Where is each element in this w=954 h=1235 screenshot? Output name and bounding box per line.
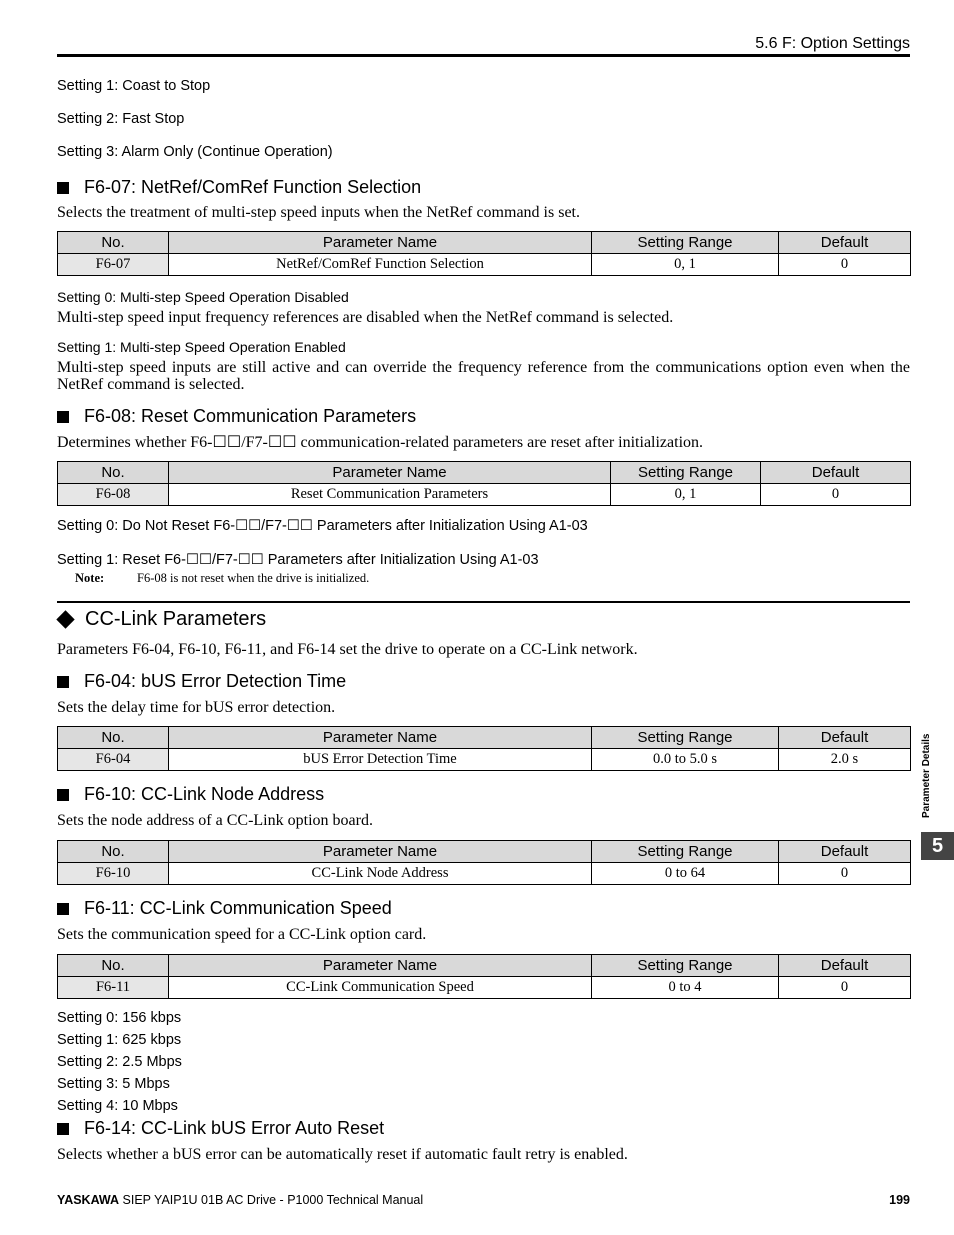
- param-name: NetRef/ComRef Function Selection: [169, 254, 592, 276]
- f6-10-table: [57, 840, 911, 885]
- f6-11-table: [57, 954, 911, 999]
- footer-text: SIEP YAIP1U 01B AC Drive - P1000 Technical Manual: [119, 1193, 424, 1207]
- col-setting-range: Setting Range: [592, 955, 779, 977]
- f6-07-description: Selects the treatment of multi-step speed inputs when the NetRef command is set.: [57, 204, 580, 221]
- col-no: No.: [58, 232, 169, 254]
- cc-link-section-heading: [57, 608, 266, 631]
- note-label: Note:: [75, 571, 105, 585]
- f6-07-heading-text: F6-07: NetRef/ComRef Function Selection: [84, 177, 422, 197]
- param-range: 0 to 4: [592, 977, 779, 999]
- col-parameter-name: Parameter Name: [169, 462, 611, 484]
- f6-08-heading-text: F6-08: Reset Communication Parameters: [84, 406, 417, 426]
- diamond-bullet-icon: [56, 610, 74, 628]
- f6-10-heading: [57, 784, 324, 805]
- col-setting-range: Setting Range: [592, 841, 779, 863]
- col-default: Default: [779, 727, 911, 749]
- col-default: Default: [779, 955, 911, 977]
- setting-coast-to-stop: Setting 1: Coast to Stop: [57, 78, 211, 94]
- section-divider: [57, 601, 910, 603]
- col-setting-range: Setting Range: [592, 727, 779, 749]
- square-bullet-icon: [57, 676, 69, 688]
- f6-11-heading: [57, 898, 392, 919]
- col-setting-range: Setting Range: [592, 232, 779, 254]
- f6-08-setting1-title: Setting 1: Reset F6-☐☐/F7-☐☐ Parameters after Initialization Using A1-03: [57, 552, 539, 568]
- speed-setting-2: Setting 2: 2.5 Mbps: [57, 1054, 182, 1070]
- param-name: bUS Error Detection Time: [169, 749, 592, 771]
- table-row: [58, 484, 911, 506]
- speed-setting-3: Setting 3: 5 Mbps: [57, 1076, 170, 1092]
- side-chapter-label: Parameter Details: [921, 733, 932, 818]
- f6-04-table: [57, 726, 911, 771]
- param-no: F6-11: [58, 977, 169, 999]
- f6-10-description: Sets the node address of a CC-Link option board.: [57, 812, 373, 829]
- cc-link-description: Parameters F6-04, F6-10, F6-11, and F6-14 set the drive to operate on a CC-Link network.: [57, 641, 638, 658]
- f6-07-setting1-title: Setting 1: Multi-step Speed Operation Enabled: [57, 339, 346, 355]
- table-row: [58, 977, 911, 999]
- speed-setting-0: Setting 0: 156 kbps: [57, 1010, 182, 1026]
- square-bullet-icon: [57, 789, 69, 801]
- param-no: F6-07: [58, 254, 169, 276]
- f6-07-setting0-text: Multi-step speed input frequency references are disabled when the NetRef command is selected.: [57, 309, 674, 326]
- f6-08-setting0-title: Setting 0: Do Not Reset F6-☐☐/F7-☐☐ Parameters after Initialization Using A1-03: [57, 518, 588, 534]
- f6-14-description: Selects whether a bUS error can be automatically reset if automatic fault retry is enabled.: [57, 1146, 628, 1163]
- footer-brand: YASKAWA: [57, 1193, 120, 1207]
- f6-04-heading: [57, 671, 346, 692]
- param-default: 2.0 s: [779, 749, 911, 771]
- param-no: F6-08: [58, 484, 169, 506]
- f6-10-heading-text: F6-10: CC-Link Node Address: [84, 784, 325, 804]
- col-parameter-name: Parameter Name: [169, 232, 592, 254]
- f6-07-setting0-title: Setting 0: Multi-step Speed Operation Disabled: [57, 289, 349, 305]
- f6-08-heading: [57, 406, 416, 427]
- footer-manual-title: [57, 1193, 423, 1207]
- f6-14-heading: [57, 1118, 384, 1139]
- param-name: CC-Link Communication Speed: [169, 977, 592, 999]
- table-row: [58, 749, 911, 771]
- cc-link-heading-text: CC-Link Parameters: [85, 608, 267, 630]
- param-default: 0: [779, 977, 911, 999]
- param-name: CC-Link Node Address: [169, 863, 592, 885]
- param-no: F6-04: [58, 749, 169, 771]
- table-row: [58, 254, 911, 276]
- f6-11-heading-text: F6-11: CC-Link Communication Speed: [84, 898, 392, 918]
- col-parameter-name: Parameter Name: [169, 727, 592, 749]
- param-name: Reset Communication Parameters: [169, 484, 611, 506]
- speed-setting-4: Setting 4: 10 Mbps: [57, 1098, 178, 1114]
- setting-fast-stop: Setting 2: Fast Stop: [57, 111, 185, 127]
- param-default: 0: [779, 863, 911, 885]
- square-bullet-icon: [57, 1123, 69, 1135]
- page-header-title: 5.6 F: Option Settings: [755, 35, 910, 52]
- param-range: 0 to 64: [592, 863, 779, 885]
- param-range: 0, 1: [592, 254, 779, 276]
- speed-setting-1: Setting 1: 625 kbps: [57, 1032, 182, 1048]
- param-range: 0, 1: [611, 484, 761, 506]
- param-no: F6-10: [58, 863, 169, 885]
- f6-07-table: [57, 231, 911, 276]
- f6-07-heading: [57, 177, 421, 198]
- f6-11-description: Sets the communication speed for a CC-Link option card.: [57, 926, 427, 943]
- col-default: Default: [761, 462, 911, 484]
- square-bullet-icon: [57, 182, 69, 194]
- col-parameter-name: Parameter Name: [169, 841, 592, 863]
- setting-alarm-only: Setting 3: Alarm Only (Continue Operation): [57, 144, 333, 160]
- col-setting-range: Setting Range: [611, 462, 761, 484]
- f6-08-table: [57, 461, 911, 506]
- param-default: 0: [761, 484, 911, 506]
- square-bullet-icon: [57, 903, 69, 915]
- col-no: No.: [58, 955, 169, 977]
- col-no: No.: [58, 462, 169, 484]
- col-no: No.: [58, 727, 169, 749]
- col-default: Default: [779, 841, 911, 863]
- square-bullet-icon: [57, 411, 69, 423]
- param-default: 0: [779, 254, 911, 276]
- f6-04-description: Sets the delay time for bUS error detection.: [57, 699, 336, 716]
- page-number: 199: [889, 1193, 910, 1207]
- header-divider: [57, 54, 910, 57]
- col-parameter-name: Parameter Name: [169, 955, 592, 977]
- table-row: [58, 863, 911, 885]
- f6-08-description: Determines whether F6-☐☐/F7-☐☐ communication-related parameters are reset after initialization.: [57, 434, 704, 451]
- f6-14-heading-text: F6-14: CC-Link bUS Error Auto Reset: [84, 1118, 385, 1138]
- f6-04-heading-text: F6-04: bUS Error Detection Time: [84, 671, 347, 691]
- col-default: Default: [779, 232, 911, 254]
- col-no: No.: [58, 841, 169, 863]
- f6-07-setting1-text: Multi-step speed inputs are still active and can override the frequency reference from the communications option even when the NetRef command is selected.: [57, 359, 910, 393]
- param-range: 0.0 to 5.0 s: [592, 749, 779, 771]
- chapter-number-tab: 5: [921, 832, 954, 860]
- note-text: F6-08 is not reset when the drive is initialized.: [137, 571, 370, 585]
